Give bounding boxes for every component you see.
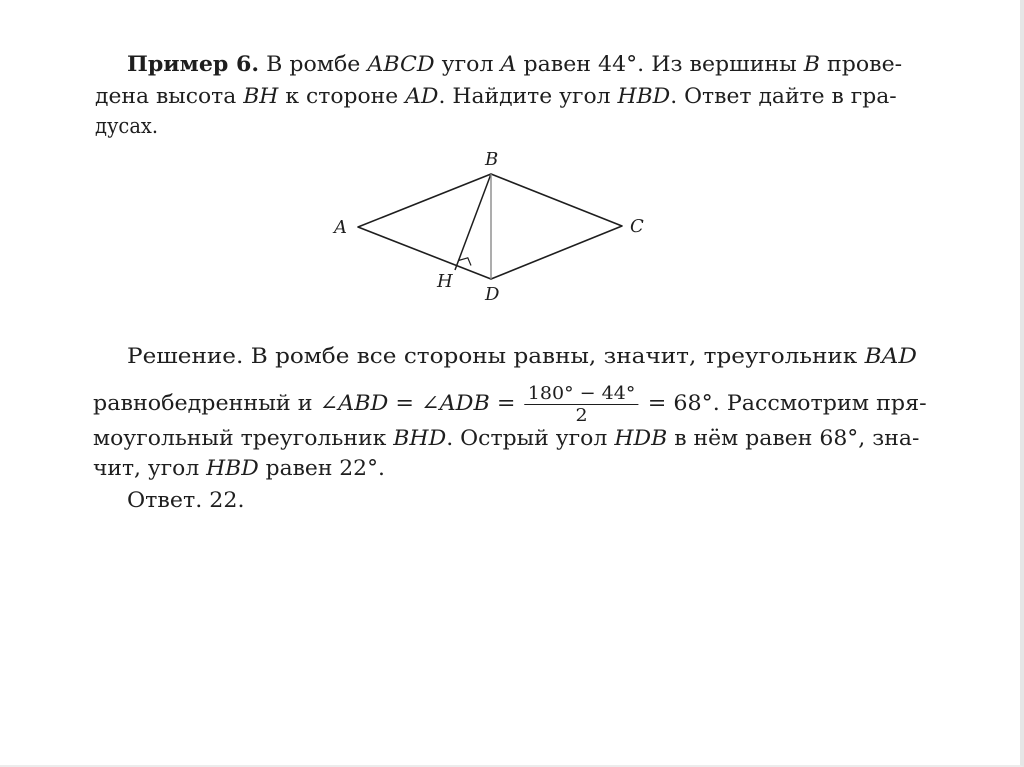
math-variable: B [803, 52, 820, 76]
solution-line-2 [93, 381, 927, 425]
problem-line-1 [127, 50, 902, 78]
problem-label: Пример 6. [127, 51, 260, 76]
text-run: прове- [819, 52, 903, 76]
math-variable: ABD [338, 391, 389, 415]
text-run: чит, угол [93, 456, 207, 480]
math-variable: HBD [617, 84, 671, 108]
math-variable: ABCD [367, 52, 435, 76]
text-run: в нём равен 68°, зна- [667, 426, 920, 450]
problem-line-3 [95, 112, 158, 140]
text-run: равнобедренный и ∠ [93, 391, 339, 415]
problem-text-1 [259, 52, 902, 76]
altitude-bh [455, 174, 491, 270]
math-variable: AD [405, 84, 439, 108]
rhombus-figure [320, 140, 660, 305]
answer-line: Ответ. 22. [127, 488, 245, 512]
solution-line-2-start [93, 391, 522, 415]
text-run: моугольный треугольник [93, 426, 394, 450]
text-run: равен 22°. [258, 456, 385, 480]
label-h: H [437, 271, 453, 292]
math-variable: BH [243, 84, 279, 108]
math-variable: A [500, 52, 517, 76]
math-variable: HDB [614, 426, 668, 450]
text-run: = 68°. Рассмотрим пря- [640, 391, 927, 415]
solution-line-3 [93, 424, 919, 452]
math-variable: ADB [439, 391, 490, 415]
label-b: B [485, 149, 499, 170]
text-run: угол [434, 52, 501, 76]
solution-line-2-end [641, 391, 927, 415]
text-run: . Острый угол [446, 426, 615, 450]
text-run: = ∠ [388, 391, 440, 415]
fraction [525, 384, 639, 425]
right-angle-mark [459, 258, 472, 266]
text-run: дена высота [95, 84, 244, 108]
math-variable: BAD [864, 344, 917, 368]
text-run: . Найдите угол [438, 84, 618, 108]
label-c: C [630, 216, 644, 237]
solution-line-1 [127, 342, 917, 370]
fraction-denominator: 2 [575, 405, 588, 426]
rhombus-abcd [358, 174, 622, 279]
text-run: = [489, 391, 523, 415]
label-a: A [334, 217, 347, 238]
text-run: дусах. [95, 114, 159, 138]
fraction-numerator: 180° − 44° [525, 384, 639, 405]
text-run: к стороне [278, 84, 406, 108]
text-run: Решение. В ромбе все стороны равны, значит, треугольник [127, 344, 865, 368]
text-run: В ромбе [259, 52, 368, 76]
math-variable: HBD [206, 456, 259, 480]
label-d: D [485, 284, 500, 305]
math-variable: BHD [393, 426, 447, 450]
text-run: . Ответ дайте в гра- [670, 84, 897, 108]
solution-line-4 [93, 454, 385, 482]
text-run: равен 44°. Из вершины [516, 52, 804, 76]
problem-line-2 [95, 82, 897, 110]
